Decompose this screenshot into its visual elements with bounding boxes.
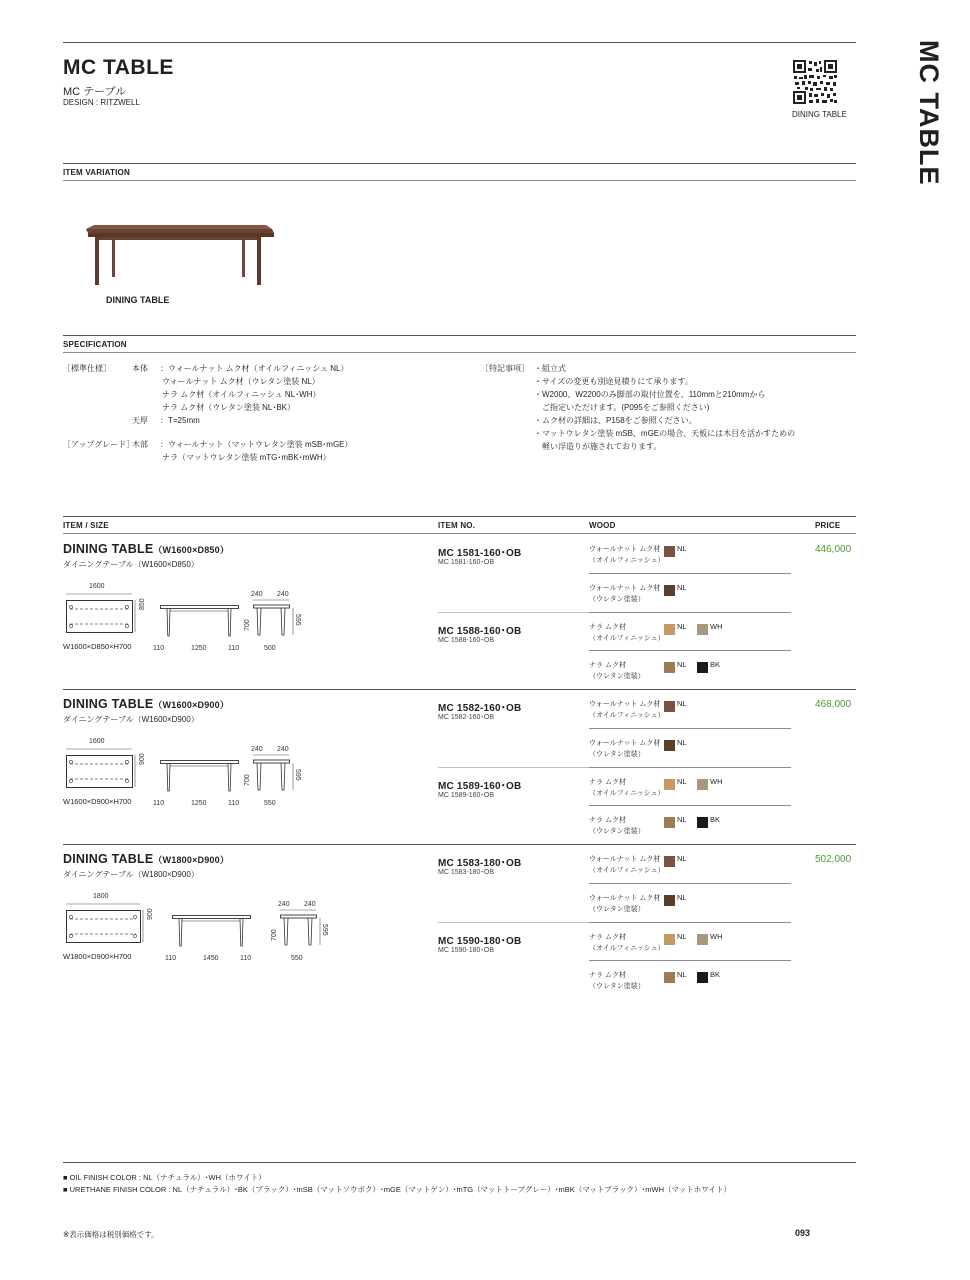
spec-standard-label: ［標準仕様］ (63, 364, 111, 373)
dim-side-b: 240 (277, 746, 289, 753)
spec-note: 軽い浮造りが施されております。 (534, 442, 662, 451)
wood-row-divider (589, 612, 791, 613)
wood-type (589, 544, 665, 566)
color-swatch[interactable] (664, 934, 675, 945)
col-header-item-no: ITEM NO. (438, 521, 476, 530)
swatch-label: BK (710, 970, 721, 980)
wood-name: ウォールナット ムク材 (589, 856, 661, 863)
spec-notes-list (534, 362, 834, 453)
item-number: MC 1590-180･OB (438, 935, 522, 947)
plan-view-drawing (66, 910, 144, 944)
product-spec: W1800×D900×H700 (63, 952, 132, 961)
dim-span: 1250 (191, 645, 207, 652)
wood-type (589, 660, 645, 682)
page-title: MC TABLE (63, 56, 174, 79)
product-title (63, 542, 229, 556)
color-swatch[interactable] (664, 585, 675, 596)
side-title: MC TABLE (914, 40, 944, 186)
wood-name: ウォールナット ムク材 (589, 546, 661, 553)
swatch-label: NL (677, 892, 687, 902)
product-price: 502,000 (815, 854, 852, 865)
wood-finish: （ウレタン塗装） (589, 750, 645, 758)
item-number-sub: MC 1581-160･OB (438, 559, 495, 566)
dim-height: 700 (271, 929, 278, 941)
oil-finish-legend: ■ OIL FINISH COLOR : NL（ナチュラル）･WH（ホワイト） (63, 1173, 266, 1182)
col-header-price: PRICE (815, 521, 841, 530)
wood-type (589, 622, 665, 644)
product-spec: W1600×D900×H700 (63, 797, 132, 806)
qr-code-icon[interactable] (793, 60, 837, 104)
plan-view-drawing (66, 600, 136, 634)
side-elevation-drawing (253, 600, 299, 640)
product-subtitle: ダイニングテーブル（W1600×D850） (63, 560, 199, 569)
product-price: 446,000 (815, 544, 852, 555)
wood-type (589, 854, 665, 876)
swatch-label: NL (677, 776, 687, 786)
wood-finish: （オイルフィニッシュ） (589, 867, 665, 874)
color-swatch[interactable] (664, 740, 675, 751)
wood-name: ナラ ムク材 (589, 972, 626, 980)
swatch-label: WH (710, 931, 723, 941)
wood-row-divider (589, 728, 791, 729)
item-variation-top-rule (63, 163, 856, 164)
spec-standard-block (132, 362, 392, 427)
wood-name: ウォールナット ムク材 (589, 584, 661, 592)
spec-text: ：ウォールナット（マットウレタン塗装 mSB･mGE） (160, 440, 353, 449)
col-header-item-size: ITEM / SIZE (63, 521, 109, 530)
swatch-label: NL (677, 854, 687, 863)
col-header-wood: WOOD (589, 521, 616, 530)
spec-notes-label: ［特記事項］ (481, 364, 529, 373)
color-swatch[interactable] (664, 662, 675, 673)
wood-row-divider (589, 573, 791, 574)
dim-side-width: 550 (264, 800, 276, 807)
specification-heading: SPECIFICATION (63, 340, 127, 349)
item-number: MC 1588-160･OB (438, 625, 522, 637)
item-number-sub: MC 1589-160･OB (438, 791, 495, 799)
color-swatch[interactable] (664, 701, 675, 712)
dim-side-height: 595 (321, 924, 328, 936)
wood-name: ウォールナット ムク材 (589, 739, 661, 747)
item-number: MC 1581-160･OB (438, 548, 522, 559)
spec-note: ・マットウレタン塗装 mSB、mGEの場合、天板には木目を活かすための (534, 429, 796, 438)
wood-row-divider (589, 767, 791, 768)
swatch-label: WH (710, 776, 723, 786)
spec-text: ：ウォールナット ムク材（オイルフィニッシュ NL） (160, 364, 349, 373)
spec-note: ・組立式 (534, 364, 566, 373)
wood-type (589, 777, 665, 799)
color-swatch[interactable] (697, 934, 708, 945)
item-number-sub: MC 1582-160･OB (438, 714, 495, 721)
spec-note: ・W2000、W2200のみ脚部の取付位置を、110mmと210mmから (534, 390, 766, 399)
dim-width: 1800 (93, 893, 109, 900)
footer-rule (63, 1162, 856, 1163)
swatch-label: BK (710, 815, 721, 825)
specification-bottom-rule (63, 352, 856, 353)
specification-top-rule (63, 335, 856, 336)
designer-credit: DESIGN : RITZWELL (63, 98, 140, 107)
dim-width: 1600 (89, 738, 105, 745)
swatch-label: BK (710, 660, 721, 670)
wood-name: ナラ ムク材 (589, 662, 626, 670)
product-subtitle: ダイニングテーブル（W1800×D900） (63, 870, 199, 879)
dim-span: 1250 (191, 800, 207, 807)
item-number: MC 1589-160･OB (438, 780, 522, 792)
product-size: （W1800×D900） (153, 855, 230, 865)
dim-leg-left: 110 (165, 955, 177, 962)
spec-part (132, 375, 160, 388)
wood-finish: （オイルフィニッシュ） (589, 634, 665, 642)
color-swatch[interactable] (664, 817, 675, 828)
page-subtitle: MC テーブル (63, 86, 127, 98)
spec-text: ナラ ムク材（ウレタン塗装 NL･BK） (162, 403, 296, 412)
wood-type (589, 699, 665, 721)
spec-text: ナラ（マットウレタン塗装 mTG･mBK･mWH） (162, 453, 331, 462)
dining-table-photo[interactable] (86, 225, 276, 287)
product-table-top-rule (63, 516, 856, 517)
spec-part (132, 401, 160, 414)
dim-depth: 850 (139, 598, 146, 610)
color-swatch[interactable] (697, 817, 708, 828)
spec-note: ・サイズの変更も別途見積りにて承ります。 (534, 377, 693, 386)
swatch-label: WH (710, 621, 723, 631)
product-block-rule (63, 689, 856, 690)
product-name: DINING TABLE (63, 697, 154, 711)
swatch-label: NL (677, 621, 687, 631)
color-swatch[interactable] (697, 662, 708, 673)
product-name: DINING TABLE (63, 852, 154, 866)
wood-finish: （ウレタン塗装） (589, 673, 645, 681)
wood-name: ナラ ムク材 (589, 933, 626, 941)
tax-note: ※表示価格は税別価格です。 (63, 1230, 159, 1239)
swatch-label: NL (677, 737, 687, 747)
wood-row-divider (589, 922, 791, 923)
wood-finish: （ウレタン塗装） (589, 828, 645, 836)
plan-view-drawing (66, 755, 136, 789)
item-number-sub: MC 1590-180･OB (438, 946, 495, 954)
wood-name: ウォールナット ムク材 (589, 701, 661, 708)
swatch-label: NL (677, 544, 687, 553)
urethane-finish-legend: ■ URETHANE FINISH COLOR : NL（ナチュラル）･BK（ブラック）･mSB（マットソウボク）･mGE（マットゲン）･mTG（マットトープグレー）･mBK（マットブラック）･mWH（マットホワイト） (63, 1185, 732, 1194)
product-title (63, 852, 229, 866)
swatch-label: NL (677, 660, 687, 670)
spec-text: ウォールナット ムク材（ウレタン塗装 NL） (162, 377, 320, 386)
dim-side-a: 240 (278, 901, 290, 908)
qr-caption: DINING TABLE (792, 110, 847, 119)
item-variation-label: DINING TABLE (106, 295, 170, 305)
wood-finish: （ウレタン塗装） (589, 905, 645, 913)
wood-finish: （オイルフィニッシュ） (589, 712, 665, 719)
wood-type (589, 815, 645, 837)
dim-leg-right: 110 (240, 955, 252, 962)
wood-type (589, 893, 660, 915)
item-no-divider (438, 612, 590, 613)
dim-side-height: 595 (294, 614, 301, 626)
dim-height: 700 (244, 619, 251, 631)
product-size: （W1600×D900） (153, 700, 230, 710)
dim-side-width: 550 (291, 955, 303, 962)
front-elevation-drawing (160, 605, 240, 638)
product-size: （W1600×D850） (153, 545, 230, 555)
dim-leg-right: 110 (228, 645, 240, 652)
item-variation-heading: ITEM VARIATION (63, 168, 130, 177)
swatch-label: NL (677, 970, 687, 980)
wood-row-divider (589, 960, 791, 961)
wood-row-divider (589, 650, 791, 651)
dim-side-b: 240 (277, 591, 289, 598)
spec-upgrade-label: ［アップグレード］ (63, 440, 135, 449)
item-number: MC 1583-180･OB (438, 858, 522, 869)
front-elevation-drawing (160, 760, 240, 793)
dim-side-b: 240 (304, 901, 316, 908)
front-elevation-drawing (172, 915, 252, 948)
wood-type (589, 970, 645, 992)
spec-note: ・ムク材の詳細は、P158をご参照ください。 (534, 416, 697, 425)
wood-name: ナラ ムク材 (589, 623, 626, 631)
dim-leg-left: 110 (153, 645, 165, 652)
spec-part (132, 388, 160, 401)
dim-width: 1600 (89, 583, 105, 590)
top-rule (63, 42, 856, 43)
product-name: DINING TABLE (63, 542, 154, 556)
wood-finish: （ウレタン塗装） (589, 595, 645, 603)
wood-name: ウォールナット ムク材 (589, 894, 661, 902)
wood-row-divider (589, 883, 791, 884)
product-price: 468,000 (815, 699, 852, 710)
side-elevation-drawing (280, 910, 326, 950)
swatch-label: NL (677, 931, 687, 941)
side-elevation-drawing (253, 755, 299, 795)
swatch-label: NL (677, 699, 687, 708)
color-swatch[interactable] (664, 856, 675, 867)
item-number: MC 1582-160･OB (438, 703, 522, 714)
swatch-label: NL (677, 815, 687, 825)
dim-side-height: 595 (294, 769, 301, 781)
page-number: 093 (795, 1228, 811, 1238)
dim-height: 700 (244, 774, 251, 786)
product-table-header-rule (63, 533, 856, 534)
wood-finish: （ウレタン塗装） (589, 983, 645, 991)
spec-text: ：T=25mm (160, 416, 200, 425)
dim-side-width: 500 (264, 645, 276, 652)
item-no-divider (438, 767, 590, 768)
item-variation-bottom-rule (63, 180, 856, 181)
dim-depth: 900 (139, 753, 146, 765)
wood-type (589, 738, 660, 760)
product-title (63, 697, 229, 711)
dim-depth: 900 (147, 908, 154, 920)
wood-name: ナラ ムク材 (589, 817, 626, 825)
color-swatch[interactable] (664, 779, 675, 790)
spec-part: 木部 (132, 440, 148, 449)
dim-side-a: 240 (251, 746, 263, 753)
item-number-sub: MC 1588-160･OB (438, 636, 495, 644)
spec-part: 天厚 (132, 416, 148, 425)
spec-part (132, 451, 160, 464)
wood-finish: （オイルフィニッシュ） (589, 557, 665, 564)
color-swatch[interactable] (664, 624, 675, 635)
product-block-rule (63, 844, 856, 845)
product-subtitle: ダイニングテーブル（W1600×D900） (63, 715, 199, 724)
dim-span: 1450 (203, 955, 219, 962)
wood-type (589, 583, 660, 605)
wood-type (589, 932, 665, 954)
wood-name: ナラ ムク材 (589, 778, 626, 786)
spec-part: 本体 (132, 364, 148, 373)
product-spec: W1600×D850×H700 (63, 642, 132, 651)
wood-row-divider (589, 805, 791, 806)
color-swatch[interactable] (664, 895, 675, 906)
side-title-container (904, 40, 944, 200)
spec-text: ナラ ムク材（オイルフィニッシュ NL･WH） (162, 390, 321, 399)
wood-finish: （オイルフィニッシュ） (589, 789, 665, 797)
color-swatch[interactable] (664, 546, 675, 557)
wood-finish: （オイルフィニッシュ） (589, 944, 665, 952)
color-swatch[interactable] (697, 972, 708, 983)
color-swatch[interactable] (697, 624, 708, 635)
dim-side-a: 240 (251, 591, 263, 598)
spec-note: ご指定いただけます。(P095をご参照ください) (534, 403, 710, 412)
item-no-divider (438, 922, 590, 923)
color-swatch[interactable] (697, 779, 708, 790)
item-number-sub: MC 1583-180･OB (438, 869, 495, 876)
color-swatch[interactable] (664, 972, 675, 983)
swatch-label: NL (677, 582, 687, 592)
dim-leg-right: 110 (228, 800, 240, 807)
spec-upgrade-block (132, 438, 392, 464)
dim-leg-left: 110 (153, 800, 165, 807)
